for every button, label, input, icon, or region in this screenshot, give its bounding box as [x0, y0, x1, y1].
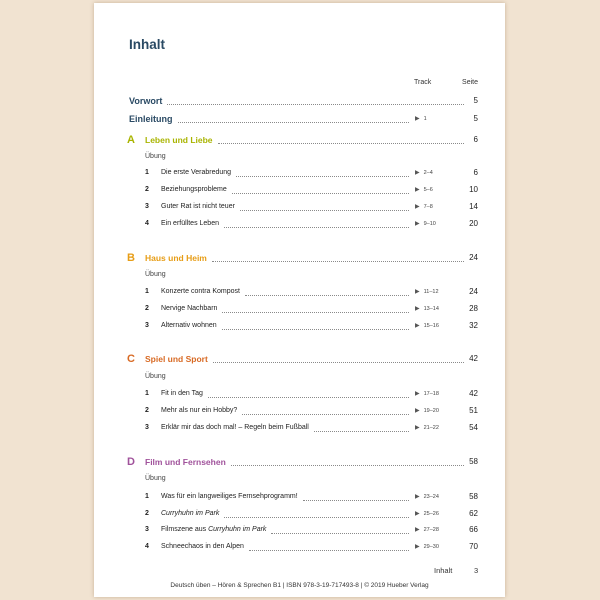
play-icon: ▶	[415, 170, 420, 176]
play-icon: ▶	[415, 204, 420, 210]
item-title-text: Filmszene aus	[161, 526, 209, 533]
item-number: 3	[145, 526, 149, 533]
footer-credits: Deutsch üben – Hören & Sprechen B1 | ISBN 978-3-19-717493-8 | © 2019 Hueber Verlag	[170, 582, 429, 589]
toc-item[interactable]	[94, 166, 505, 180]
page-column-header: Seite	[462, 79, 478, 86]
section-heading-b[interactable]	[94, 251, 505, 265]
item-title: Fit in den Tag	[161, 390, 203, 397]
track-reference	[415, 217, 436, 231]
dot-leader	[222, 319, 409, 330]
dot-leader	[218, 133, 464, 144]
page-number: 51	[469, 406, 478, 415]
item-number: 3	[145, 203, 149, 210]
toc-item[interactable]	[94, 507, 505, 521]
track-number: 13–14	[423, 306, 439, 312]
page-number: 5	[473, 96, 478, 105]
track-number: 11–12	[423, 289, 439, 295]
track-number: 25–26	[423, 511, 439, 517]
page-number: 70	[469, 542, 478, 551]
page-number: 66	[469, 525, 478, 534]
dot-leader	[224, 217, 409, 228]
toc-entry-vorwort[interactable]	[94, 94, 505, 108]
section-letter: A	[127, 134, 135, 146]
toc-item[interactable]	[94, 523, 505, 537]
toc-item[interactable]	[94, 302, 505, 316]
item-title: Die erste Verabredung	[161, 169, 232, 176]
track-reference	[415, 404, 439, 418]
page-number: 28	[469, 304, 478, 313]
section-title: Film und Fernsehen	[145, 457, 226, 467]
item-number: 4	[145, 543, 149, 550]
item-number: 1	[145, 288, 149, 295]
footer-page-number: 3	[474, 566, 479, 575]
dot-leader	[271, 523, 409, 534]
item-number: 3	[145, 424, 149, 431]
dot-leader	[242, 404, 409, 415]
item-number: 3	[145, 322, 149, 329]
track-number: 29–30	[423, 544, 439, 550]
item-title: Schneechaos in den Alpen	[161, 543, 244, 550]
section-heading-a[interactable]	[94, 133, 505, 147]
toc-page	[94, 3, 505, 597]
dot-leader	[213, 352, 464, 363]
toc-item[interactable]	[94, 217, 505, 231]
item-title: Beziehungsprobleme	[161, 186, 227, 193]
track-number: 19–20	[423, 408, 439, 414]
play-icon: ▶	[415, 187, 420, 193]
track-reference	[415, 490, 439, 504]
item-title: Nervige Nachbarn	[161, 305, 218, 312]
page-number: 42	[469, 354, 478, 363]
toc-item[interactable]	[94, 404, 505, 418]
item-title: Guter Rat ist nicht teuer	[161, 203, 235, 210]
track-number: 23–24	[423, 494, 439, 500]
item-number: 1	[145, 390, 149, 397]
play-icon: ▶	[415, 221, 420, 227]
dot-leader	[232, 183, 409, 194]
section-letter: C	[127, 353, 135, 365]
page-number: 10	[469, 185, 478, 194]
track-number: 7–8	[423, 204, 433, 210]
toc-item[interactable]	[94, 387, 505, 401]
track-reference	[415, 166, 433, 180]
page-number: 6	[473, 135, 478, 144]
track-reference	[415, 112, 427, 126]
page-number: 24	[469, 253, 478, 262]
play-icon: ▶	[415, 494, 420, 500]
track-number: 27–28	[423, 527, 439, 533]
exercise-subheading: Übung	[145, 475, 166, 482]
toc-item[interactable]	[94, 183, 505, 197]
play-icon: ▶	[415, 391, 420, 397]
dot-leader	[236, 166, 409, 177]
item-number: 2	[145, 305, 149, 312]
dot-leader	[231, 455, 464, 466]
dot-leader	[224, 507, 409, 518]
play-icon: ▶	[415, 116, 420, 122]
dot-leader	[303, 490, 409, 501]
play-icon: ▶	[415, 425, 420, 431]
section-heading-d[interactable]	[94, 455, 505, 469]
page-number: 58	[469, 457, 478, 466]
page-number: 42	[469, 389, 478, 398]
dot-leader	[249, 540, 409, 551]
track-reference	[415, 507, 439, 521]
play-icon: ▶	[415, 408, 420, 414]
section-title: Leben und Liebe	[145, 135, 213, 145]
dot-leader	[208, 387, 409, 398]
item-number: 1	[145, 169, 149, 176]
item-title-italic: Curryhuhn im Park	[208, 526, 267, 533]
track-reference	[415, 387, 439, 401]
page-number: 62	[469, 509, 478, 518]
footer-section-label: Inhalt	[434, 566, 453, 575]
item-number: 1	[145, 493, 149, 500]
exercise-subheading: Übung	[145, 153, 166, 160]
track-number: 2–4	[423, 170, 433, 176]
play-icon: ▶	[415, 289, 420, 295]
page-number: 6	[473, 168, 478, 177]
page-number: 24	[469, 287, 478, 296]
exercise-subheading: Übung	[145, 271, 166, 278]
play-icon: ▶	[415, 511, 420, 517]
play-icon: ▶	[415, 527, 420, 533]
track-number: 5–6	[423, 187, 433, 193]
dot-leader	[245, 285, 409, 296]
item-title: Mehr als nur ein Hobby?	[161, 407, 238, 414]
dot-leader	[222, 302, 409, 313]
track-column-header: Track	[414, 79, 432, 86]
dot-leader	[314, 421, 409, 432]
page-number: 54	[469, 423, 478, 432]
track-number: 9–10	[423, 221, 436, 227]
item-title: Alternativ wohnen	[161, 322, 217, 329]
play-icon: ▶	[415, 544, 420, 550]
page-number: 5	[473, 114, 478, 123]
section-heading-c[interactable]	[94, 352, 505, 366]
page-title: Inhalt	[129, 37, 165, 52]
play-icon: ▶	[415, 323, 420, 329]
toc-item[interactable]	[94, 421, 505, 435]
item-title	[161, 523, 266, 537]
track-reference	[415, 285, 439, 299]
entry-title: Einleitung	[129, 114, 173, 124]
section-title: Spiel und Sport	[145, 354, 208, 364]
item-title: Erklär mir das doch mal! – Regeln beim Fußball	[161, 424, 309, 431]
page-number: 20	[469, 219, 478, 228]
play-icon: ▶	[415, 306, 420, 312]
track-reference	[415, 540, 439, 554]
track-number: 21–22	[423, 425, 439, 431]
toc-entry-einleitung[interactable]	[94, 112, 505, 126]
track-number: 1	[423, 116, 427, 122]
toc-item[interactable]	[94, 319, 505, 333]
dot-leader	[212, 251, 464, 262]
track-reference	[415, 183, 433, 197]
track-reference	[415, 421, 439, 435]
item-title: Was für ein langweiliges Fernsehprogramm!	[161, 493, 298, 500]
page-number: 32	[469, 321, 478, 330]
dot-leader	[240, 200, 409, 211]
section-title: Haus und Heim	[145, 253, 207, 263]
track-number: 17–18	[423, 391, 439, 397]
page-number: 14	[469, 202, 478, 211]
toc-item[interactable]	[94, 490, 505, 504]
track-number: 15–16	[423, 323, 439, 329]
item-number: 4	[145, 220, 149, 227]
track-reference	[415, 302, 439, 316]
dot-leader	[178, 112, 409, 123]
exercise-subheading: Übung	[145, 373, 166, 380]
track-reference	[415, 319, 439, 333]
item-title: Konzerte contra Kompost	[161, 288, 240, 295]
item-number: 2	[145, 407, 149, 414]
item-title: Curryhuhn im Park	[161, 510, 220, 517]
track-reference	[415, 523, 439, 537]
section-letter: B	[127, 252, 135, 264]
page-number: 58	[469, 492, 478, 501]
dot-leader	[167, 94, 464, 105]
section-letter: D	[127, 456, 135, 468]
toc-item[interactable]	[94, 285, 505, 299]
item-title: Ein erfülltes Leben	[161, 220, 219, 227]
toc-item[interactable]	[94, 200, 505, 214]
item-number: 2	[145, 510, 149, 517]
toc-item[interactable]	[94, 540, 505, 554]
track-reference	[415, 200, 433, 214]
item-number: 2	[145, 186, 149, 193]
entry-title: Vorwort	[129, 96, 163, 106]
